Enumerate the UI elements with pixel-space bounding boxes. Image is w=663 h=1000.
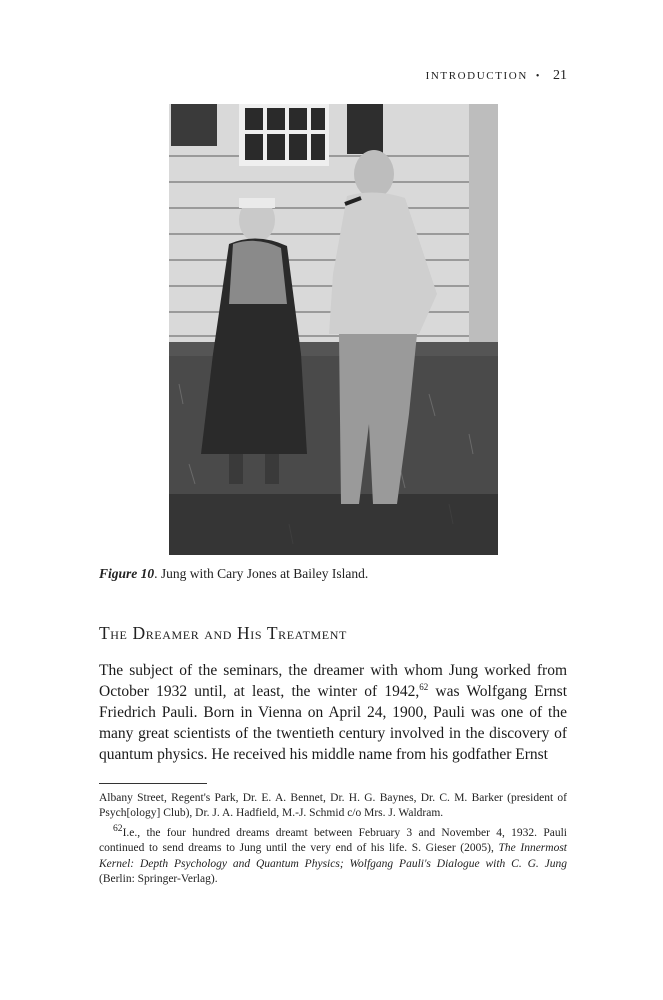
body-paragraph [99, 660, 567, 765]
figure-photo [169, 104, 498, 555]
footnotes [99, 791, 567, 887]
running-head-separator: • [535, 71, 541, 82]
running-head-section: INTRODUCTION [425, 70, 528, 82]
footnote-continued: Albany Street, Regent's Park, Dr. E. A. Bennet, Dr. H. G. Baynes, Dr. C. M. Barker (president of Psych[ology] Club), Dr. J. A. Hadfield, M.-J. Schmid c/o Mrs. J. Waldram. [99, 792, 567, 820]
body-text-part1: The subject of the seminars, the dreamer with whom Jung worked from October 1932 until, at least, the winter of 1942, [99, 662, 567, 700]
footnote-62 [99, 821, 567, 887]
figure-caption-text: . Jung with Cary Jones at Bailey Island. [154, 566, 369, 581]
footnote-62-text: I.e., the four hundred dreams dreamt between February 3 and November 4, 1932. Pauli continued to send dreams to Jung until the very end of his life. S. Gieser (2005), [99, 827, 567, 855]
running-head [426, 68, 567, 84]
footnote-rule [99, 783, 207, 784]
footnote-ref-62[interactable]: 62 [419, 681, 429, 692]
footnote-62-title: The Innermost Kernel: Depth Psychology and Quantum Physics; Wolfgang Pauli's Dialogue with C. G. Jung [99, 842, 567, 870]
footnote-62-number: 62 [113, 823, 123, 835]
body-text-part2: was Wolfgang Ernst Friedrich Pauli. Born in Vienna on April 24, 1900, Pauli was one of the many great scientists of the twentieth century involved in the discovery of quantum physics. He received his middle name from his godfather Ernst [99, 683, 567, 763]
figure-caption [99, 566, 368, 582]
photo-illustration [169, 104, 498, 555]
page-number: 21 [553, 68, 567, 83]
footnote-62-tail: (Berlin: Springer-Verlag). [99, 872, 218, 885]
section-title: The Dreamer and His Treatment [99, 623, 347, 643]
figure-label: Figure 10 [99, 566, 155, 581]
